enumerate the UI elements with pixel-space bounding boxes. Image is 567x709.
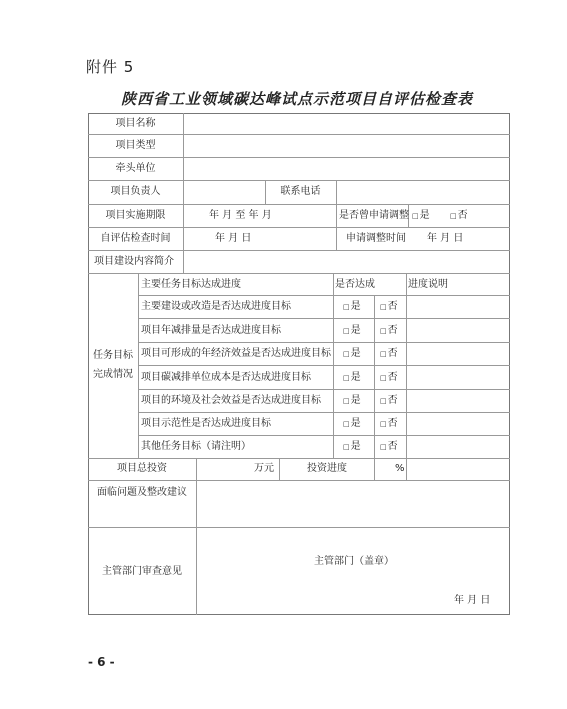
option-label: 是 xyxy=(350,348,361,359)
check-time-value: 年 月 日 xyxy=(215,233,252,244)
col-divider xyxy=(374,458,375,480)
task-no-option[interactable] xyxy=(380,418,398,430)
row-divider xyxy=(88,527,510,528)
col-divider xyxy=(138,273,139,458)
label-apply-adjust: 是否曾申请调整 xyxy=(339,210,409,221)
task-yes-option[interactable] xyxy=(343,325,361,337)
label-check-time: 自评估检查时间 xyxy=(100,233,171,244)
checkbox-icon: □ xyxy=(380,303,387,311)
task-label-line1: 任务目标 xyxy=(93,350,133,361)
label-total-investment: 项目总投资 xyxy=(117,463,167,474)
task-yes-option[interactable] xyxy=(343,372,361,384)
col-divider xyxy=(196,458,197,615)
col-divider xyxy=(333,273,334,458)
row-divider xyxy=(88,227,510,228)
label-review-opinion: 主管部门审查意见 xyxy=(102,566,182,577)
row-divider xyxy=(88,480,510,481)
checkbox-icon: □ xyxy=(380,397,387,405)
task-yes-option[interactable] xyxy=(343,395,361,407)
row-divider xyxy=(138,365,510,366)
label-intro: 项目建设内容简介 xyxy=(94,256,174,267)
row-divider xyxy=(88,134,510,135)
task-yes-option[interactable] xyxy=(343,348,361,360)
row-divider xyxy=(138,342,510,343)
option-label: 是 xyxy=(350,372,361,383)
checkbox-icon: □ xyxy=(343,350,350,358)
col-divider xyxy=(336,180,337,250)
task-item: 主要建设或改造是否达成进度目标 xyxy=(141,301,291,312)
option-label: 否 xyxy=(387,395,398,406)
task-item: 项目碳减排单位成本是否达成进度目标 xyxy=(141,372,311,383)
progress-header: 进度说明 xyxy=(408,279,448,290)
checkbox-icon: □ xyxy=(343,327,350,335)
label-project-name: 项目名称 xyxy=(115,118,156,129)
option-label: 是 xyxy=(419,210,430,221)
impl-period-value: 年 月 至 年 月 xyxy=(209,210,272,221)
attachment-label: 附件 5 xyxy=(86,58,135,76)
col-divider xyxy=(183,180,184,273)
form-title: 陕西省工业领域碳达峰试点示范项目自评估检查表 xyxy=(120,90,473,108)
row-divider xyxy=(138,295,510,296)
adjust-yes-option[interactable] xyxy=(412,210,430,222)
option-label: 否 xyxy=(387,372,398,383)
task-no-option[interactable] xyxy=(380,301,398,313)
checkbox-icon: □ xyxy=(380,443,387,451)
checkbox-icon: □ xyxy=(380,350,387,358)
label-lead-unit: 牵头单位 xyxy=(115,163,156,174)
checkbox-icon: □ xyxy=(343,420,350,428)
row-divider xyxy=(138,435,510,436)
checkbox-icon: □ xyxy=(343,443,350,451)
checkbox-icon: □ xyxy=(380,420,387,428)
row-divider xyxy=(88,458,510,459)
unit-wan: 万元 xyxy=(254,463,274,474)
label-adjust-time: 申请调整时间 xyxy=(346,233,406,244)
evaluation-form-table xyxy=(88,113,510,615)
percent-sign: % xyxy=(395,463,405,474)
col-divider xyxy=(406,458,407,480)
option-label: 是 xyxy=(350,301,361,312)
task-item: 项目示范性是否达成进度目标 xyxy=(141,418,271,429)
col-divider xyxy=(279,458,280,480)
task-yes-option[interactable] xyxy=(343,301,361,313)
option-label: 否 xyxy=(457,210,468,221)
row-divider xyxy=(138,412,510,413)
label-contact-phone: 联系电话 xyxy=(280,186,321,197)
option-label: 是 xyxy=(350,441,361,452)
label-problems: 面临问题及整改建议 xyxy=(97,487,187,498)
checkbox-icon: □ xyxy=(450,212,457,220)
checkbox-icon: □ xyxy=(343,397,350,405)
row-divider xyxy=(88,273,510,274)
page-number: - 6 - xyxy=(88,655,115,669)
date-line: 年 月 日 xyxy=(454,595,491,606)
option-label: 是 xyxy=(350,418,361,429)
option-label: 否 xyxy=(387,441,398,452)
checkbox-icon: □ xyxy=(412,212,419,220)
dept-seal: 主管部门（盖章） xyxy=(314,556,394,567)
option-label: 是 xyxy=(350,395,361,406)
task-label-line2: 完成情况 xyxy=(93,369,133,380)
checkbox-icon: □ xyxy=(343,374,350,382)
option-label: 否 xyxy=(387,418,398,429)
adjust-no-option[interactable] xyxy=(450,210,468,222)
achieved-header: 是否达成 xyxy=(335,279,375,290)
label-impl-period: 项目实施期限 xyxy=(105,210,166,221)
row-divider xyxy=(88,250,510,251)
row-divider xyxy=(88,180,510,181)
label-project-type: 项目类型 xyxy=(115,140,156,151)
option-label: 否 xyxy=(387,301,398,312)
row-divider xyxy=(88,204,510,205)
checkbox-icon: □ xyxy=(343,303,350,311)
task-no-option[interactable] xyxy=(380,325,398,337)
label-invest-progress: 投资进度 xyxy=(307,463,347,474)
task-item: 项目可形成的年经济效益是否达成进度目标 xyxy=(141,348,331,359)
row-divider xyxy=(138,318,510,319)
task-yes-option[interactable] xyxy=(343,418,361,430)
task-item: 项目的环境及社会效益是否达成进度目标 xyxy=(141,395,321,406)
task-yes-option[interactable] xyxy=(343,441,361,453)
col-divider xyxy=(406,273,407,458)
task-item: 项目年减排量是否达成进度目标 xyxy=(141,325,281,336)
task-header: 主要任务目标达成进度 xyxy=(141,279,241,290)
adjust-time-value: 年 月 日 xyxy=(427,233,464,244)
task-no-option[interactable] xyxy=(380,372,398,384)
checkbox-icon: □ xyxy=(380,374,387,382)
task-item: 其他任务目标（请注明） xyxy=(141,441,251,452)
checkbox-icon: □ xyxy=(380,327,387,335)
col-divider xyxy=(374,295,375,458)
task-no-option[interactable] xyxy=(380,348,398,360)
task-no-option[interactable] xyxy=(380,395,398,407)
option-label: 是 xyxy=(350,325,361,336)
col-divider xyxy=(183,113,184,180)
task-no-option[interactable] xyxy=(380,441,398,453)
label-project-lead: 项目负责人 xyxy=(110,186,161,197)
row-divider xyxy=(88,157,510,158)
row-divider xyxy=(138,389,510,390)
option-label: 否 xyxy=(387,348,398,359)
option-label: 否 xyxy=(387,325,398,336)
